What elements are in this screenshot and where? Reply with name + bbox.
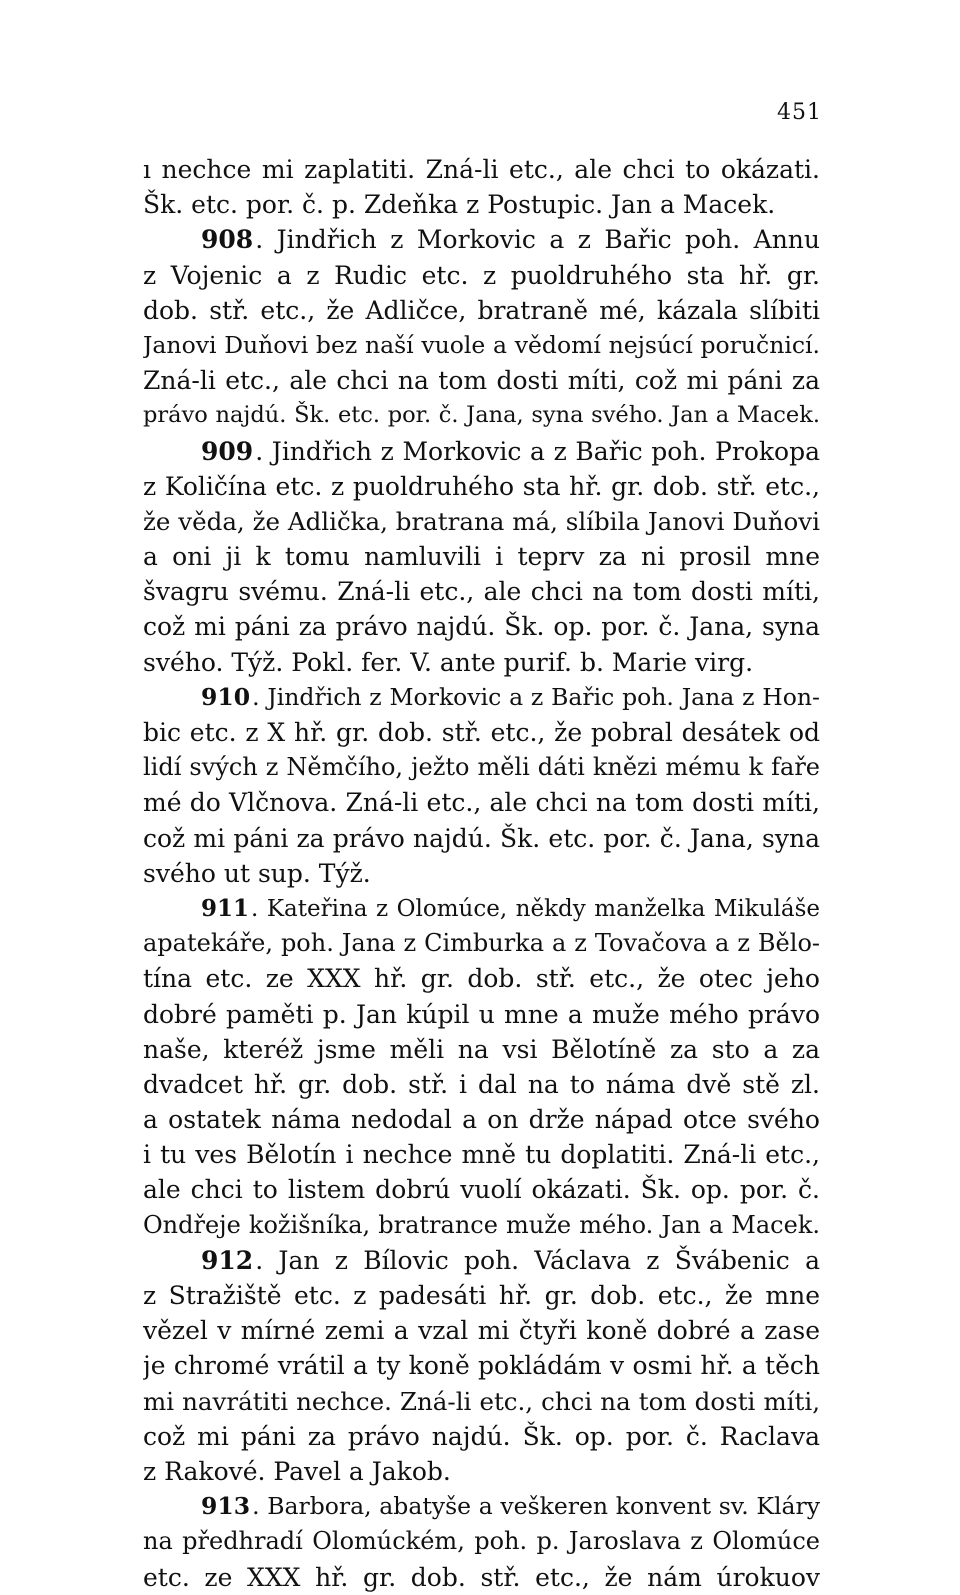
text-line bbox=[143, 152, 820, 187]
line-text: svého ut sup. Týž. bbox=[143, 858, 371, 888]
line-text: což mi páni za právo najdú. Šk. op. por. č. Raclava bbox=[143, 1421, 820, 1451]
entry-number: 908 bbox=[201, 225, 254, 255]
text-line bbox=[143, 645, 820, 680]
text-line bbox=[143, 1278, 820, 1313]
line-text: Ondřeje kožišníka, bratrance muže mého. Jan a Macek. bbox=[143, 1210, 820, 1239]
entry-number: 911 bbox=[201, 894, 250, 922]
line-text: což mi páni za právo najdú. Šk. op. por. č. Jana, syna bbox=[143, 612, 820, 642]
text-line bbox=[143, 469, 820, 504]
line-text: etc. ze XXX hř. gr. dob. stř. etc., že nám úrokuov bbox=[143, 1562, 820, 1592]
text-line bbox=[143, 715, 820, 750]
line-text: Zná-li etc., ale chci na tom dosti míti, což mi páni za bbox=[143, 366, 820, 396]
line-text: Šk. etc. por. č. p. Zdeňka z Postupic. Jan a Macek. bbox=[143, 190, 776, 220]
line-text: mé do Vlčnova. Zná-li etc., ale chci na tom dosti míti, bbox=[143, 788, 820, 818]
line-text: což mi páni za právo najdú. Šk. etc. por. č. Jana, syna bbox=[143, 823, 820, 853]
text-line bbox=[143, 821, 820, 856]
line-text: z Vojenic a z Rudic etc. z puoldruhého sta hř. gr. bbox=[143, 260, 820, 290]
text-line bbox=[143, 574, 820, 609]
entry-number: 909 bbox=[201, 436, 254, 466]
entry-number: 912 bbox=[201, 1245, 254, 1275]
line-text: dob. stř. etc., že Adličce, bratraně mé, kázala slíbiti bbox=[143, 295, 820, 325]
text-line bbox=[143, 328, 820, 363]
text-line bbox=[143, 997, 820, 1032]
line-text: a ostatek náma nedodal a on drže nápad otce svého bbox=[143, 1105, 820, 1135]
text-line bbox=[143, 1032, 820, 1067]
text-line bbox=[143, 1524, 820, 1559]
text-line bbox=[143, 1560, 820, 1595]
line-text: mi navrátiti nechce. Zná-li etc., chci na tom dosti míti, bbox=[143, 1386, 820, 1416]
line-text: z Rakové. Pavel a Jakob. bbox=[143, 1456, 451, 1486]
text-line bbox=[143, 1172, 820, 1207]
text-line bbox=[143, 856, 820, 891]
line-text: ale chci to listem dobrú vuolí okázati. Šk. op. por. č. bbox=[143, 1175, 820, 1205]
text-line bbox=[143, 1067, 820, 1102]
line-text: . Jindřich z Morkovic a z Bařic poh. Prokopa bbox=[255, 436, 820, 466]
line-text: je chromé vrátil a ty koně pokládám v osmi hř. a těch bbox=[143, 1351, 820, 1381]
line-text: i tu ves Bělotín i nechce mně tu doplatiti. Zná-li etc., bbox=[143, 1140, 820, 1170]
entry-first-line bbox=[143, 891, 820, 926]
line-text: . Barbora, abatyše a veškeren konvent sv. Kláry bbox=[252, 1492, 820, 1521]
text-line bbox=[143, 398, 820, 433]
entry-number: 910 bbox=[201, 682, 251, 711]
line-text: z Količína etc. z puoldruhého sta hř. gr. dob. stř. etc., bbox=[143, 471, 820, 501]
line-text: lidí svých z Němčího, ježto měli dáti knězi mému k faře bbox=[143, 753, 820, 782]
page-number: 451 bbox=[777, 100, 822, 125]
entry-first-line bbox=[143, 222, 820, 257]
line-text: . Jan z Bílovic poh. Václava z Švábenic a bbox=[255, 1245, 820, 1275]
entry-first-line bbox=[143, 1489, 820, 1524]
entry-first-line bbox=[143, 1243, 820, 1278]
text-line bbox=[143, 258, 820, 293]
text-line bbox=[143, 926, 820, 961]
entry-first-line bbox=[143, 680, 820, 715]
text-line bbox=[143, 1454, 820, 1489]
line-text: Janovi Duňovi bez naší vuole a vědomí nejsúcí poručnicí. bbox=[143, 330, 820, 359]
line-text: a oni ji k tomu namluvili i teprv za ni prosil mne bbox=[143, 542, 820, 572]
text-line bbox=[143, 961, 820, 996]
line-text: vězel v mírné zemi a vzal mi čtyři koně dobré a zase bbox=[143, 1316, 820, 1346]
line-text: právo najdú. Šk. etc. por. č. Jana, syna svého. Jan a Macek. bbox=[143, 402, 820, 429]
line-text: ı nechce mi zaplatiti. Zná-li etc., ale chci to okázati. bbox=[143, 155, 820, 184]
line-text: dobré paměti p. Jan kúpil u mne a muže mého právo bbox=[143, 999, 820, 1029]
line-text: švagru svému. Zná-li etc., ale chci na tom dosti míti, bbox=[143, 577, 820, 607]
text-line bbox=[143, 1419, 820, 1454]
text-line bbox=[143, 187, 820, 222]
text-line bbox=[143, 539, 820, 574]
text-line bbox=[143, 1208, 820, 1243]
line-text: z Stražiště etc. z padesáti hř. gr. dob. etc., že mne bbox=[143, 1281, 820, 1310]
line-text: naše, kteréž jsme měli na vsi Bělotíně za sto a za bbox=[143, 1034, 820, 1064]
text-line bbox=[143, 293, 820, 328]
line-text: na předhradí Olomúckém, poh. p. Jaroslava z Olomúce bbox=[143, 1527, 820, 1556]
entry-number: 913 bbox=[201, 1492, 251, 1521]
text-line bbox=[143, 1348, 820, 1383]
text-line bbox=[143, 504, 820, 539]
text-line bbox=[143, 750, 820, 785]
text-line bbox=[143, 609, 820, 644]
line-text: . Jindřich z Morkovic a z Bařic poh. Jana z Hon- bbox=[252, 682, 820, 711]
line-text: . Jindřich z Morkovic a z Bařic poh. Annu bbox=[255, 225, 820, 255]
text-line bbox=[143, 1384, 820, 1419]
text-body bbox=[143, 152, 820, 1595]
line-text: tína etc. ze XXX hř. gr. dob. stř. etc., že otec jeho bbox=[143, 964, 820, 994]
text-line bbox=[143, 785, 820, 820]
text-line bbox=[143, 1102, 820, 1137]
text-line bbox=[143, 1313, 820, 1348]
line-text: bic etc. z X hř. gr. dob. stř. etc., že pobral desátek od bbox=[143, 718, 820, 747]
line-text: dvadcet hř. gr. dob. stř. i dal na to náma dvě stě zl. bbox=[143, 1069, 820, 1099]
text-line bbox=[143, 363, 820, 398]
line-text: apatekáře, poh. Jana z Cimburka a z Tovačova a z Bělo- bbox=[143, 929, 820, 958]
line-text: svého. Týž. Pokl. fer. V. ante purif. b. Marie virg. bbox=[143, 647, 754, 677]
text-line bbox=[143, 1137, 820, 1172]
line-text: že věda, že Adlička, bratrana má, slíbila Janovi Duňovi bbox=[143, 506, 820, 536]
line-text: . Kateřina z Olomúce, někdy manželka Mikuláše bbox=[251, 895, 820, 922]
entry-first-line bbox=[143, 434, 820, 469]
